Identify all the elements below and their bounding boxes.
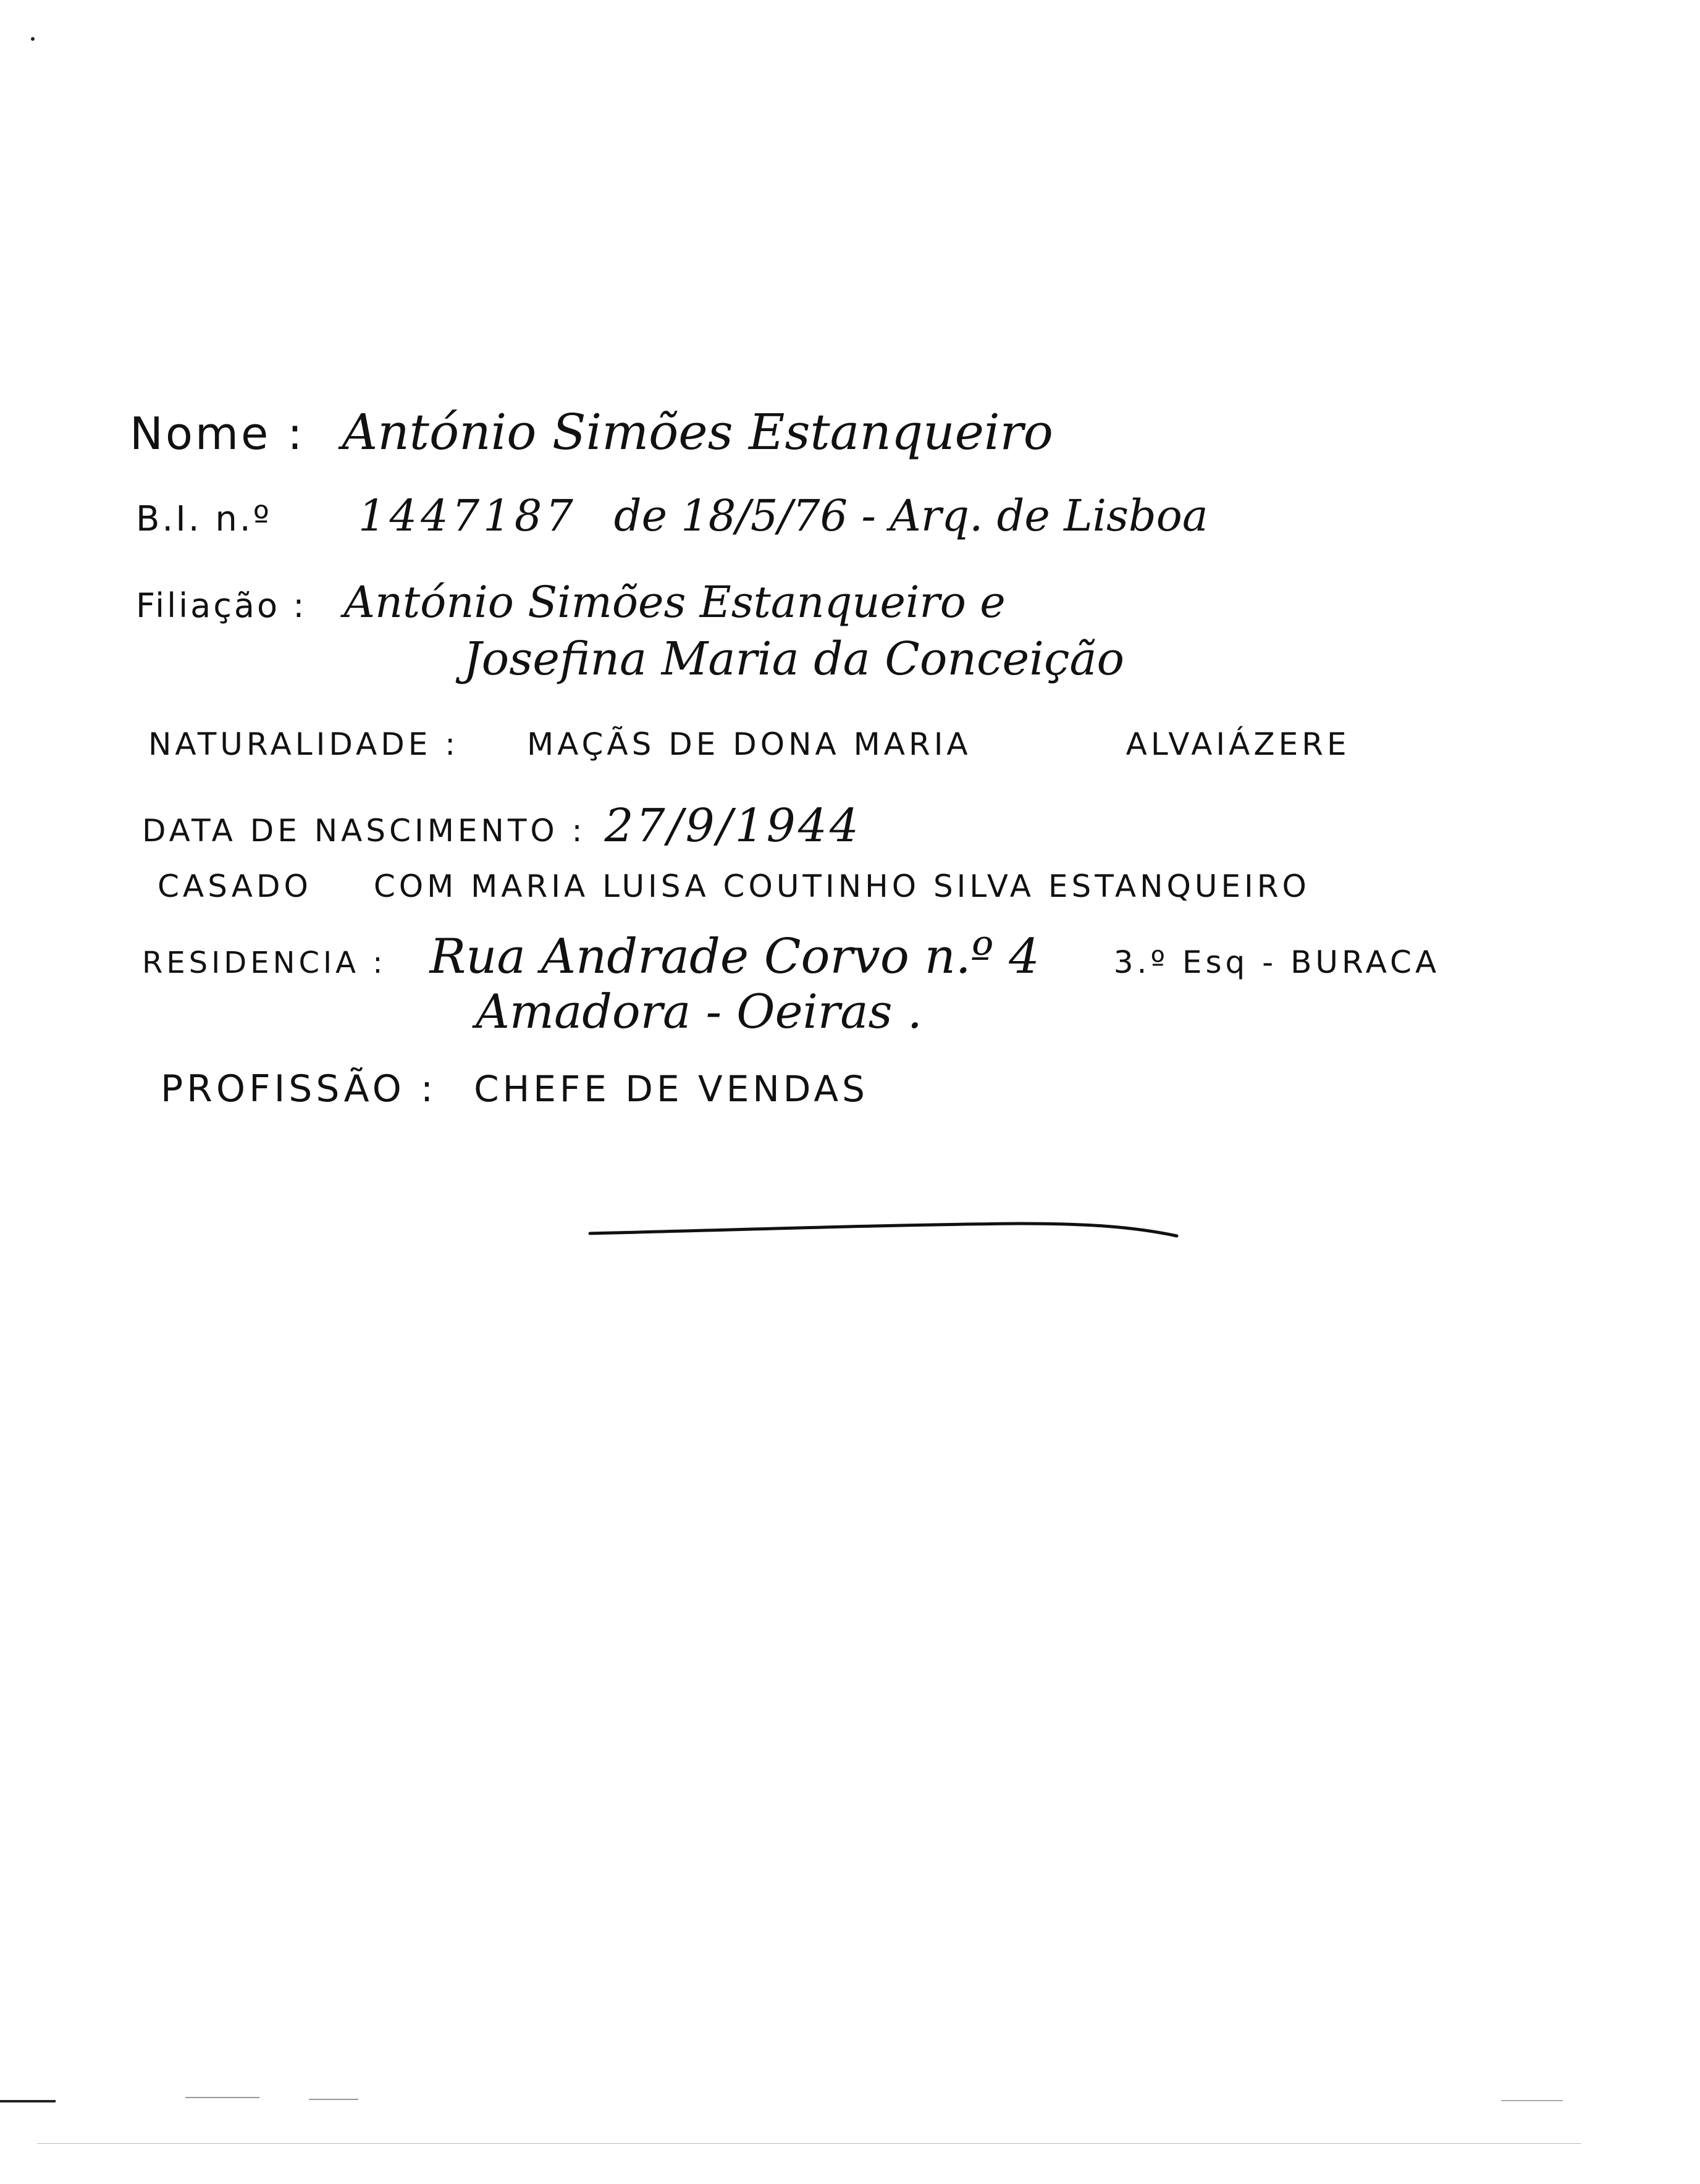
bi-line [136, 490, 1208, 541]
casado-label: CASADO [158, 868, 312, 904]
nome-value: António Simões Estanqueiro [342, 403, 1053, 461]
scan-edge-mark [1501, 2100, 1563, 2101]
nascimento-label: DATA DE NASCIMENTO : [142, 813, 586, 849]
scan-edge-mark [309, 2099, 358, 2100]
filiacao-line-1 [136, 577, 1006, 628]
scan-speck [31, 37, 35, 41]
residencia-city: Amadora - Oeiras . [476, 984, 922, 1039]
residencia-label: RESIDENCIA : [142, 946, 387, 980]
nascimento-line [142, 799, 861, 852]
scan-edge-mark [185, 2097, 259, 2098]
naturalidade-value: MAÇÃS DE DONA MARIA [527, 726, 972, 762]
naturalidade-municipality: ALVAIÁZERE [1126, 726, 1350, 762]
closing-underline [587, 1208, 1180, 1245]
nome-label: Nome : [130, 408, 305, 460]
filiacao-mother: Josefina Maria da Conceição [463, 632, 1125, 686]
profissao-value: CHEFE DE VENDAS [474, 1068, 869, 1110]
nascimento-value: 27/9/1944 [604, 799, 861, 852]
casado-line [158, 868, 1310, 904]
bi-label: B.I. n.º [136, 499, 272, 539]
bi-number: 1447187 [358, 490, 577, 541]
bi-issue: de 18/5/76 - Arq. de Lisboa [613, 490, 1208, 541]
filiacao-father: António Simões Estanqueiro e [343, 577, 1006, 628]
filiacao-label: Filiação : [136, 586, 307, 625]
profissao-label: PROFISSÃO : [161, 1067, 437, 1111]
nome-line [130, 403, 1053, 461]
residencia-street: Rua Andrade Corvo n.º 4 [429, 929, 1040, 985]
naturalidade-label: NATURALIDADE : [148, 726, 460, 762]
profissao-line [161, 1067, 869, 1111]
residencia-line-1 [142, 929, 1441, 985]
naturalidade-line [148, 726, 1350, 762]
residencia-line-2 [476, 984, 922, 1039]
scan-edge-mark [0, 2100, 56, 2102]
residencia-floor: 3.º Esq - BURACA [1113, 944, 1441, 980]
filiacao-line-2 [463, 632, 1125, 686]
casado-value: COM MARIA LUISA COUTINHO SILVA ESTANQUEIRO [373, 868, 1310, 904]
scan-edge-mark [37, 2143, 1581, 2144]
